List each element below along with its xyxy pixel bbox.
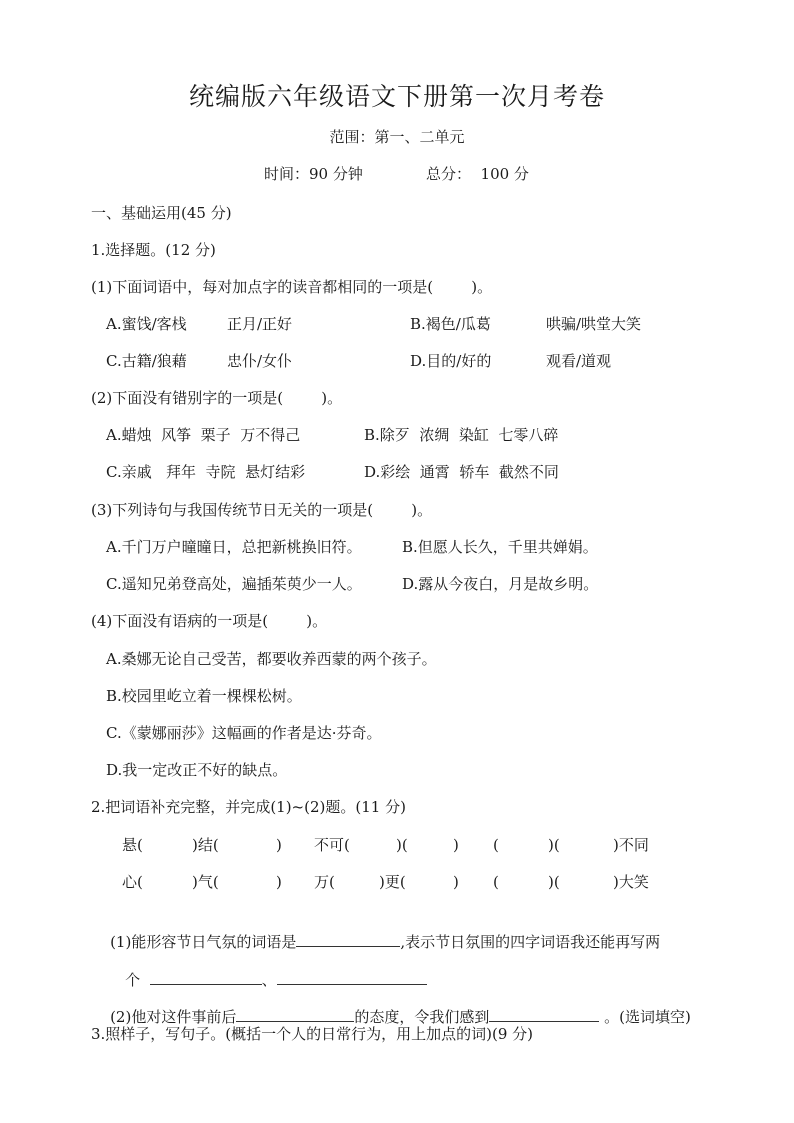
idiom-fragment: )更( — [379, 873, 406, 891]
idiom-fragment: )( — [548, 836, 560, 854]
idiom-fragment: ( — [493, 836, 499, 854]
sentence-text: 、 — [261, 971, 277, 989]
option-b: B.除歹 浓绸 染缸 七零八碎 — [364, 426, 559, 444]
option-b: B.但愿人长久，千里共婵娟。 — [402, 538, 598, 556]
answer-blank[interactable] — [236, 1006, 354, 1022]
idiom-fragment: )( — [396, 836, 408, 854]
option-a: A.蜜饯/客栈 — [106, 315, 187, 333]
option-b-extra: 哄骗/哄堂大笑 — [546, 315, 642, 333]
idiom-fragment: ) — [453, 873, 459, 891]
idiom-fragment: ) — [276, 873, 282, 891]
option-a: A.蜡烛 风筝 栗子 万不得己 — [106, 426, 301, 444]
option-a-extra: 正月/正好 — [227, 315, 293, 333]
question-heading: 1.选择题。(12 分) — [91, 241, 216, 259]
option-c-extra: 忠仆/女仆 — [227, 352, 293, 370]
idiom-fragment: 悬( — [122, 836, 143, 854]
option-c: C.《蒙娜丽莎》这幅画的作者是达·芬奇。 — [106, 724, 382, 742]
sentence-text: 。(选词填空) — [604, 1008, 691, 1026]
option-b: B.校园里屹立着一棵棵松树。 — [106, 687, 302, 705]
option-d: D.彩绘 通霄 轿车 截然不同 — [364, 463, 559, 481]
option-d: D.露从今夜白，月是故乡明。 — [402, 575, 599, 593]
idiom-fragment: 心( — [122, 873, 143, 891]
option-d: D.目的/好的 — [410, 352, 492, 370]
exam-time: 时间：90 分钟 — [264, 165, 363, 183]
answer-blank[interactable] — [277, 969, 427, 985]
idiom-fragment: )大笑 — [613, 873, 649, 891]
sentence-text: 的态度，令我们感到 — [354, 1008, 490, 1026]
section-heading: 一、基础运用(45 分) — [91, 204, 232, 222]
question-heading: 3.照样子，写句子。(概括一个人的日常行为，用上加点的词)(9 分) — [91, 1025, 534, 1043]
question-stem: (4)下面没有语病的一项是( )。 — [91, 612, 328, 630]
option-d: D.我一定改正不好的缺点。 — [106, 761, 288, 779]
option-c: C.亲戚 拜年 寺院 悬灯结彩 — [106, 463, 306, 481]
answer-blank[interactable] — [150, 969, 262, 985]
option-c: C.古籍/狼藉 — [106, 352, 187, 370]
question-stem: (2)下面没有错别字的一项是( )。 — [91, 389, 343, 407]
exam-title: 统编版六年级语文下册第一次月考卷 — [188, 82, 605, 111]
sentence-text: ,表示节日氛围的四字词语我还能再写两 — [400, 933, 661, 951]
option-b: B.褐色/瓜葛 — [410, 315, 491, 333]
idiom-fragment: )结( — [192, 836, 219, 854]
sentence-text: (1)能形容节日气氛的词语是 — [110, 933, 297, 951]
option-c: C.遥知兄弟登高处，遍插茱萸少一人。 — [106, 575, 362, 593]
answer-blank[interactable] — [296, 931, 400, 947]
idiom-fragment: 万( — [314, 873, 335, 891]
idiom-fragment: ( — [493, 873, 499, 891]
option-a: A.桑娜无论自己受苦，都要收养西蒙的两个孩子。 — [106, 650, 437, 668]
answer-blank[interactable] — [489, 1006, 599, 1022]
question-heading: 2.把词语补充完整，并完成(1)~(2)题。(11 分) — [91, 798, 406, 816]
idiom-fragment: ) — [276, 836, 282, 854]
option-a: A.千门万户曈曈日，总把新桃换旧符。 — [106, 538, 362, 556]
idiom-fragment: 不可( — [314, 836, 350, 854]
idiom-fragment: )不同 — [613, 836, 649, 854]
exam-total-score: 总分： 100 分 — [426, 165, 529, 183]
idiom-fragment: ) — [453, 836, 459, 854]
idiom-fragment: )( — [548, 873, 560, 891]
question-stem: (1)下面词语中，每对加点字的读音都相同的一项是( )。 — [91, 278, 493, 296]
question-stem: (3)下列诗句与我国传统节日无关的一项是( )。 — [91, 501, 433, 519]
sentence-text: 个 — [125, 971, 141, 989]
option-d-extra: 观看/道观 — [546, 352, 612, 370]
idiom-fragment: )气( — [192, 873, 219, 891]
exam-scope: 范围：第一、二单元 — [329, 128, 465, 146]
sentence-text: (2)他对这件事前后 — [110, 1008, 237, 1026]
